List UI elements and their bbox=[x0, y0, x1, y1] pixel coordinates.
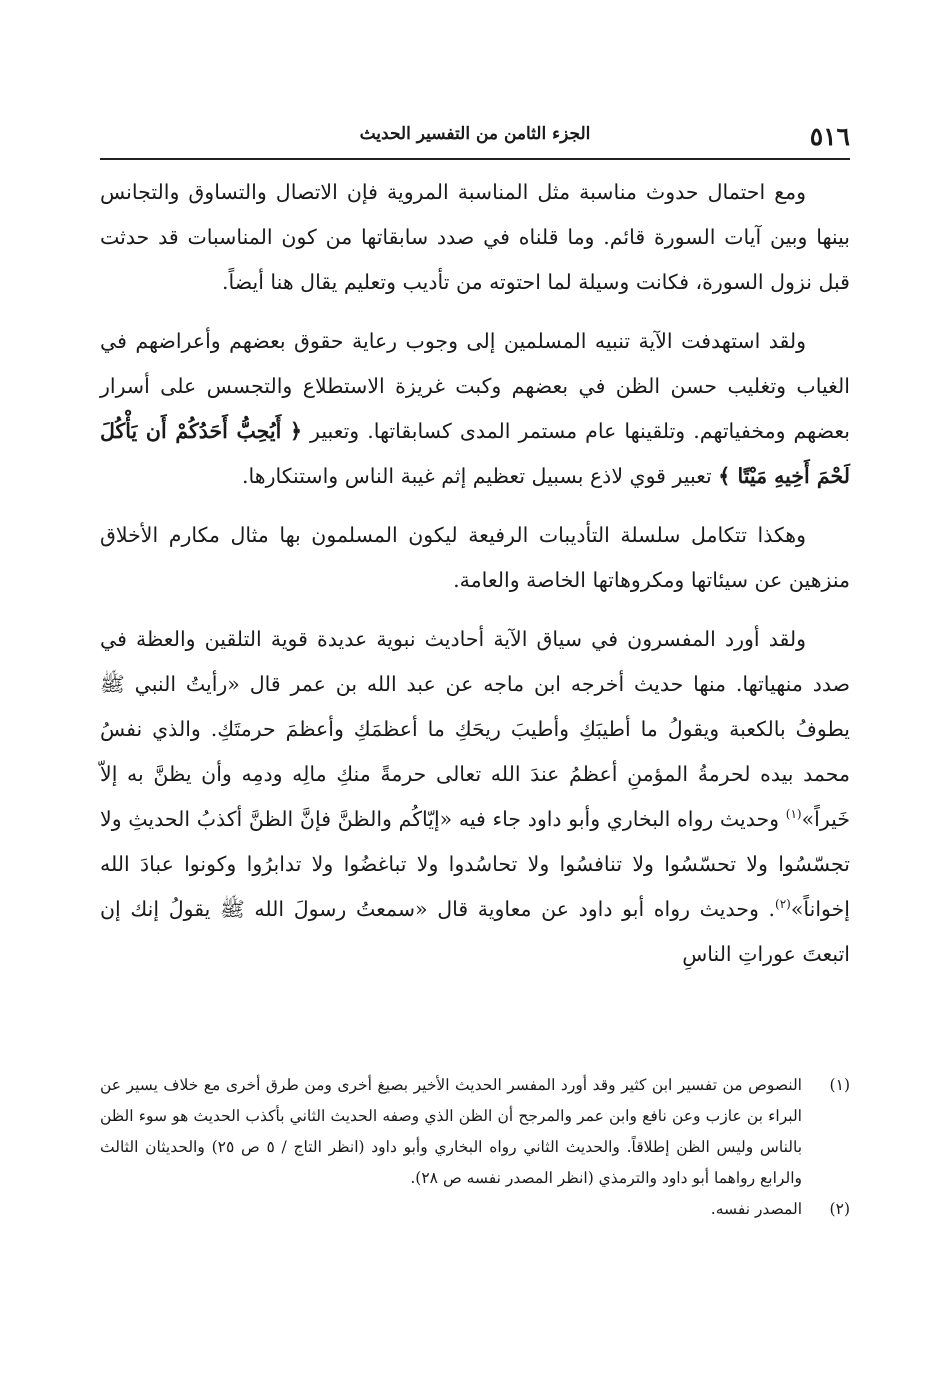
footnote-text: المصدر نفسه. bbox=[710, 1200, 802, 1218]
footnote-number: (١) bbox=[829, 1076, 850, 1094]
paragraph-3: وهكذا تتكامل سلسلة التأديبات الرفيعة ليكون المسلمون بها مثال مكارم الأخلاق منزهين عن سيئاتها ومكروهاتها الخاصة والعامة. bbox=[100, 523, 850, 592]
footnote-number: (٢) bbox=[829, 1200, 850, 1218]
footnotes bbox=[100, 1070, 850, 1225]
paragraph-4 bbox=[100, 617, 850, 977]
paragraph-2-conclusion: تعبير قوي لاذع بسبيل تعظيم إثم غيبة الناس واستنكارها. bbox=[242, 464, 712, 488]
hadith-bukhari: وحديث رواه البخاري وأبو داود جاء فيه «إيّاكُم والظنَّ فإنَّ الظنَّ أكذبُ الحديثِ ولا تجسّسُوا ولا تحسّسُوا ولا تنافسُوا ولا تحاسُدوا ولا تباغضُوا ولا تدابرُوا وكونوا عبادَ الله إخواناً» bbox=[100, 807, 850, 921]
main-text bbox=[100, 170, 850, 991]
hadith-abu-dawud: . وحديث رواه أبو داود عن معاوية قال «سمعتُ رسولَ الله ﷺ يقولُ إنك إن اتبعتَ عوراتِ الناسِ bbox=[100, 897, 850, 966]
paragraph-2 bbox=[100, 319, 850, 499]
page-number: ٥١٦ bbox=[809, 122, 850, 151]
hadith-ibn-majah: ولقد أورد المفسرون في سياق الآية أحاديث نبوية عديدة قوية التلقين والعظة في صدد منهياتها. منها حديث أخرجه ابن ماجه عن عبد الله بن عمر قال «رأيتُ النبي ﷺ يطوفُ بالكعبة ويقولُ ما أطيبَكِ وأطيبَ ريحَكِ ما أعظمَكِ وأعظمَ حرمتَكِ. والذي نفسُ محمد بيده لحرمةُ المؤمنِ أعظمُ عندَ الله تعالى حرمةً منكِ مالِه ودمِه وأن يظنَّ به إلاّ خَيراً» bbox=[100, 627, 850, 831]
footnote-2 bbox=[100, 1194, 850, 1225]
footnote-text: النصوص من تفسير ابن كثير وقد أورد المفسر الحديث الأخير بصيغ أخرى ومن طرق أخرى مع خلاف يسير عن البراء بن عازب وعن نافع وابن عمر والمرجح أن الظن الذي وصفه الحديث الثاني بأكذب الحديث هو سوء الظن بالناس وليس الظن إطلاقاً. والحديث الثاني رواه البخاري وأبو داود (انظر التاج / ٥ ص ٢٥) والحديثان الثالث والرابع رواهما أبو داود والترمذي (انظر المصدر نفسه ص ٢٨). bbox=[100, 1076, 803, 1187]
footnote-ref-1[interactable]: (١) bbox=[785, 807, 802, 822]
footnote-ref-2[interactable]: (٢) bbox=[775, 897, 791, 912]
page-header bbox=[100, 118, 850, 160]
footnote-1 bbox=[100, 1070, 850, 1194]
paragraph-1: ومع احتمال حدوث مناسبة مثل المناسبة المروية فإن الاتصال والتساوق والتجانس بينها وبين آيات السورة قائم. وما قلناه في صدد سابقاتها من كون المناسبات قد حدثت قبل نزول السورة، فكانت وسيلة لما احتوته من تأديب وتعليم يقال هنا أيضاً. bbox=[100, 180, 850, 294]
paragraph-2-intro: ولقد استهدفت الآية تنبيه المسلمين إلى وجوب رعاية حقوق بعضهم وأعراضهم في الغياب وتغليب حسن الظن في بعضهم وكبت غريزة الاستطلاع والتجسس على أسرار بعضهم ومخفياتهم. وتلقينها عام مستمر المدى كسابقاتها. وتعبير bbox=[100, 329, 850, 443]
running-title: الجزء الثامن من التفسير الحديث bbox=[359, 124, 591, 144]
quran-verse: ﴿ أَيُحِبُّ أَحَدُكُمْ أَن يَأْكُلَ لَحْمَ أَخِيهِ مَيْتًا ﴾ bbox=[100, 419, 850, 488]
